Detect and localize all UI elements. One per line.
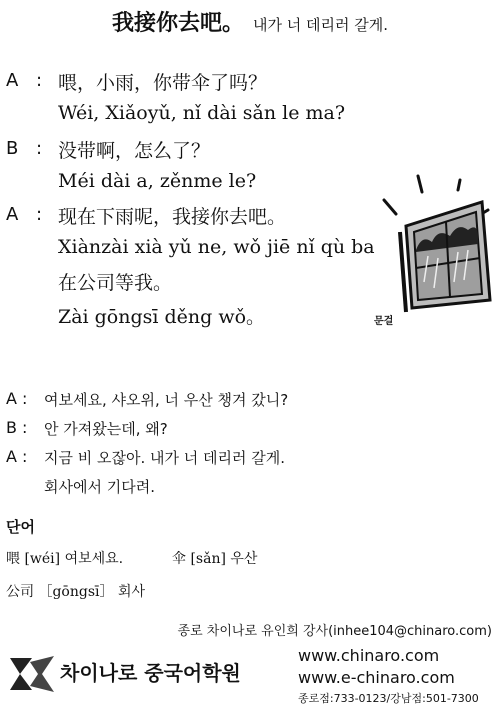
korean-text: 여보세요, 샤오위, 너 우산 챙겨 갔니?: [44, 391, 289, 409]
dialogue-chinese: 现在下雨呢，我接你去吧。: [58, 206, 287, 228]
vocab-item-wei: [6, 548, 123, 568]
dialogue-chinese-cont: 在公司等我。: [58, 272, 173, 294]
speaker-colon: :: [22, 418, 28, 437]
korean-text: 안 가져왔는데, 왜?: [44, 420, 168, 438]
speaker-colon: :: [22, 389, 28, 408]
speaker-label: B: [6, 418, 17, 437]
vocab-pinyin: [wéi]: [24, 551, 61, 567]
korean-text: 지금 비 오잖아. 내가 너 데리러 갈게.: [44, 449, 286, 467]
page-title: [0, 6, 500, 37]
vocab-pinyin: ［gōngsī］: [38, 584, 114, 600]
speaker-label: B: [6, 138, 19, 159]
dialogue-pinyin: Wéi, Xiǎoyǔ, nǐ dài sǎn le ma?: [58, 102, 346, 124]
dialogue-chinese: 喂，小雨，你带伞了吗？: [58, 72, 268, 94]
dialogue-pinyin: Méi dài a, zěnme le?: [58, 170, 257, 192]
vocab-item-san: [172, 548, 257, 568]
vocab-meaning: 우산: [230, 551, 258, 567]
dialogue-pinyin-cont: Zài gōngsī děng wǒ。: [58, 306, 266, 328]
speaker-label: A: [6, 447, 17, 466]
speaker-label: A: [6, 204, 19, 225]
vocab-hanzi: 伞: [172, 551, 186, 567]
artist-signature: 문걸: [374, 316, 394, 327]
speaker-label: A: [6, 389, 17, 408]
speaker-colon: :: [36, 204, 43, 225]
e-website-link[interactable]: www.e-chinaro.com: [298, 668, 455, 687]
vocab-hanzi: 喂: [6, 551, 20, 567]
vocab-pinyin: [sǎn]: [190, 551, 226, 567]
speaker-colon: :: [22, 447, 28, 466]
speaker-colon: :: [36, 138, 43, 159]
website-link[interactable]: www.chinaro.com: [298, 646, 440, 665]
branch-phone-numbers: 종로점:733-0123/강남점:501-7300: [298, 692, 479, 705]
vocab-meaning: 회사: [117, 584, 145, 600]
speaker-label: A: [6, 70, 19, 91]
author-credit: 종로 차이나로 유인희 강사(inhee104@chinaro.com): [177, 624, 492, 639]
dialogue-chinese: 没带啊，怎么了？: [58, 140, 211, 162]
rainy-window-illustration: [370, 172, 495, 332]
dialogue-pinyin: Xiànzài xià yǔ ne, wǒ jiē nǐ qù ba: [58, 236, 375, 258]
vocab-heading: 단어: [6, 518, 35, 536]
title-chinese: 我接你去吧。: [111, 11, 244, 36]
title-korean: 내가 너 데리러 갈게.: [253, 16, 389, 34]
korean-text-cont: 회사에서 기다려.: [44, 478, 155, 496]
school-name: 차이나로 중국어학원: [60, 661, 241, 685]
vocab-item-gongsi: [6, 581, 145, 601]
speaker-colon: :: [36, 70, 43, 91]
vocab-hanzi: 公司: [6, 584, 34, 600]
vocab-meaning: 여보세요.: [64, 551, 124, 567]
